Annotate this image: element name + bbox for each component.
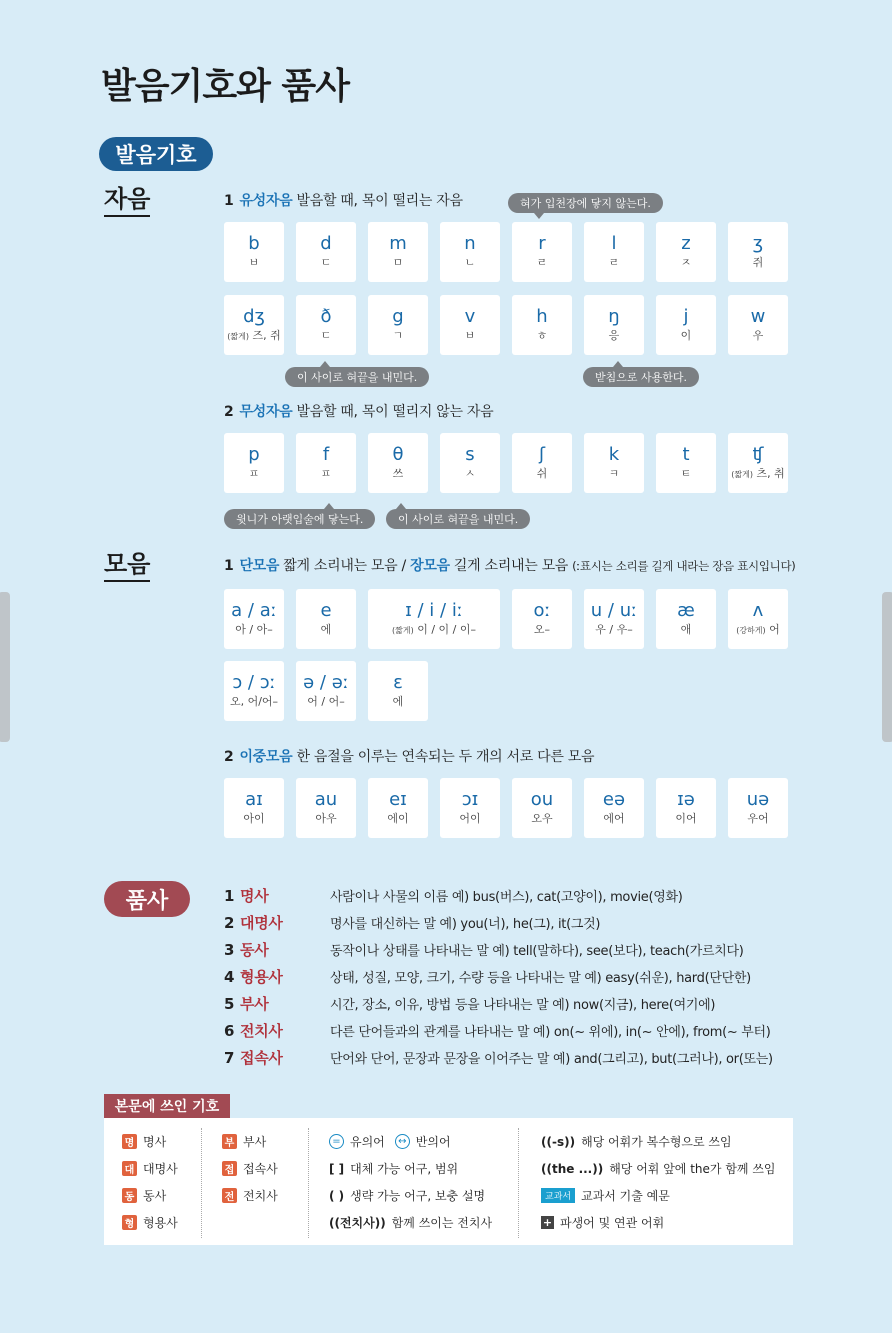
long-note: (ː표시는 소리를 길게 내라는 장음 표시입니다) (572, 559, 796, 573)
pronunciation-pill: 발음기호 (99, 137, 213, 171)
long-desc: 길게 소리내는 모음 (453, 558, 573, 574)
phonetic-symbol: r (538, 233, 546, 254)
sound-text: 어 (769, 622, 780, 636)
korean-sound: 에 (320, 623, 332, 636)
symbol-card (656, 295, 716, 355)
pos-desc: 다른 단어들과의 관계를 나타내는 말 예) on(~ 위에), in(~ 안에), from(~ 부터) (330, 1025, 771, 1040)
pos-badge-label: 명사 (143, 1135, 167, 1149)
legend-pos-item (222, 1128, 278, 1155)
pos-number: 3 (224, 940, 235, 959)
symbol-card (368, 778, 428, 838)
legend-pos-item (122, 1128, 178, 1155)
korean-sound: 우 (752, 329, 764, 342)
symbol-card (296, 295, 356, 355)
korean-sound: ㅋ (608, 467, 620, 480)
legend-col-symbols (308, 1128, 492, 1238)
phonetic-symbol: ə / əː (303, 672, 349, 693)
phonetic-symbol: ou (530, 789, 554, 810)
diph-row (224, 778, 788, 838)
legend-the (541, 1155, 776, 1182)
symbol-card (656, 778, 716, 838)
voiced-keyword: 유성자음 (239, 193, 293, 209)
korean-sound: 에이 (387, 812, 409, 825)
legend-plural (541, 1128, 776, 1155)
diph-desc: 한 음절을 이루는 연속되는 두 개의 서로 다른 모음 (296, 749, 595, 765)
pos-row (224, 990, 773, 1017)
voiceless-heading (224, 401, 493, 421)
phonetic-symbol: w (750, 306, 766, 327)
korean-sound: 오– (533, 623, 551, 636)
symbol-card (296, 222, 356, 282)
phonetic-symbol: t (682, 444, 690, 465)
sound-qualifier: (짧게) (731, 469, 753, 479)
phonetic-symbol: n (464, 233, 476, 254)
phonetic-symbol: b (248, 233, 260, 254)
sound-qualifier: (짧게) (227, 331, 249, 341)
korean-sound: ㅈ (680, 256, 692, 269)
pos-name: 대명사 (240, 914, 283, 932)
arrows-icon: ↔ (395, 1134, 410, 1149)
phonetic-symbol: d (320, 233, 332, 254)
page-title: 발음기호와 품사 (101, 66, 349, 107)
symbol-card (584, 589, 644, 649)
symbol-card (512, 295, 572, 355)
sound-text: 즈, 쥐 (252, 328, 281, 342)
symbol-card (584, 295, 644, 355)
phonetic-symbol: h (536, 306, 548, 327)
korean-sound: 애 (680, 623, 692, 636)
mono-row2 (224, 661, 428, 721)
tip-theta: 이 사이로 혀끝을 내민다. (386, 509, 530, 529)
pos-badge: 부 (222, 1134, 237, 1149)
legend-heading: 본문에 쓰인 기호 (104, 1094, 230, 1118)
symbol-card (440, 222, 500, 282)
pos-badge-label: 대명사 (143, 1162, 178, 1176)
phonetic-symbol: ð (320, 306, 332, 327)
phonetic-symbol: p (248, 444, 260, 465)
korean-sound: ㅂ (464, 329, 476, 342)
legend-bracket (329, 1155, 492, 1182)
phonetic-symbol: m (389, 233, 407, 254)
phonetic-symbol: ɪə (677, 789, 695, 810)
pos-number: 4 (224, 967, 235, 986)
diph-keyword: 이중모음 (239, 749, 293, 765)
korean-sound: ㄷ (320, 256, 332, 269)
the-desc: 해당 어휘 앞에 the가 함께 쓰임 (609, 1162, 776, 1176)
paren-symbol: ( ) (329, 1188, 345, 1203)
korean-sound: 이 (680, 329, 692, 342)
symbol-card (440, 778, 500, 838)
tip-f: 윗니가 아랫입술에 닿는다. (224, 509, 375, 529)
pos-badge: 대 (122, 1161, 137, 1176)
korean-sound: 오우 (531, 812, 553, 825)
legend-paren (329, 1182, 492, 1209)
korean-sound: ㄴ (464, 256, 476, 269)
phonetic-symbol: e (320, 600, 332, 621)
symbol-card (728, 589, 788, 649)
phonetic-symbol: ʧ (752, 443, 764, 465)
pos-desc: 사람이나 사물의 이름 예) bus(버스), cat(고양이), movie(영화) (330, 890, 683, 905)
legend-pos-item (222, 1182, 278, 1209)
symbol-card (224, 661, 284, 721)
pos-row (224, 882, 773, 909)
mono-desc: 짧게 소리내는 모음 / (283, 558, 411, 574)
phonetic-symbol: f (322, 444, 330, 465)
tip-th: 이 사이로 혀끝을 내민다. (285, 367, 429, 387)
korean-sound: ㄱ (392, 329, 404, 342)
phonetic-symbol: ɔ / ɔː (232, 672, 276, 693)
sound-text: 츠, 취 (756, 466, 785, 480)
symbol-card (728, 222, 788, 282)
phonetic-symbol: ŋ (608, 306, 620, 327)
pos-desc: 시간, 장소, 이유, 방법 등을 나타내는 말 예) now(지금), here(여기에) (330, 998, 716, 1013)
phonetic-symbol: v (464, 306, 476, 327)
voiced-heading (224, 190, 463, 210)
symbol-card (440, 295, 500, 355)
legend-syn-ant (329, 1128, 492, 1155)
symbol-card (440, 433, 500, 493)
phonetic-symbol: ɔɪ (461, 789, 479, 810)
pos-desc: 단어와 단어, 문장과 문장을 이어주는 말 예) and(그리고), but(그러나), or(또는) (330, 1052, 773, 1067)
korean-sound: ㅅ (464, 467, 476, 480)
legend-pos-item (122, 1182, 178, 1209)
phonetic-symbol: ʒ (752, 233, 764, 254)
pos-row (224, 936, 773, 963)
plus-icon: + (542, 1216, 553, 1229)
phonetic-symbol: ʃ (538, 444, 546, 465)
long-keyword: 장모음 (410, 558, 450, 574)
pos-number: 2 (224, 913, 235, 932)
legend-pos-item (122, 1155, 178, 1182)
pos-badge-label: 동사 (143, 1189, 167, 1203)
pos-desc: 명사를 대신하는 말 예) you(너), he(그), it(그것) (330, 917, 601, 932)
voiceless-keyword: 무성자음 (239, 404, 293, 420)
pos-name: 전치사 (240, 1022, 283, 1040)
symbol-card (728, 778, 788, 838)
korean-sound: 아이 (243, 812, 265, 825)
pos-number: 1 (224, 886, 235, 905)
symbol-card (656, 589, 716, 649)
legend-col-pos1 (122, 1128, 178, 1236)
korean-sound: ㄹ (536, 256, 548, 269)
phonetic-symbol: θ (392, 444, 404, 465)
legend-textbook (541, 1182, 776, 1209)
korean-sound: 아 / 아– (235, 623, 273, 636)
legend-deriv (541, 1209, 776, 1236)
symbol-card (512, 778, 572, 838)
phonetic-symbol: z (681, 233, 691, 254)
symbol-card (656, 433, 716, 493)
korean-sound: ㄷ (320, 329, 332, 342)
phonetic-symbol: u / uː (590, 600, 638, 621)
pos-name: 부사 (240, 995, 269, 1013)
korean-sound: 어이 (459, 812, 481, 825)
sound-qualifier: (강하게) (736, 625, 766, 635)
vowel-label: 모음 (104, 550, 150, 582)
voiced-row2 (224, 295, 788, 355)
symbol-card (368, 589, 500, 649)
voiceless-num: 2 (224, 404, 234, 420)
phonetic-symbol: k (608, 444, 620, 465)
symbol-card (368, 661, 428, 721)
phonetic-symbol: uə (746, 789, 770, 810)
korean-sound: ㅍ (320, 467, 332, 480)
the-symbol: ((the ...)) (541, 1161, 604, 1176)
symbol-card (224, 778, 284, 838)
tip-r: 혀가 입천장에 닿지 않는다. (508, 193, 663, 213)
sound-qualifier: (짧게) (392, 625, 414, 635)
korean-sound (731, 466, 784, 483)
mono-row1 (224, 589, 788, 649)
diph-heading (224, 746, 594, 766)
sound-text: 이 / 이 / 이– (417, 622, 476, 636)
mono-num: 1 (224, 558, 234, 574)
mono-keyword: 단모음 (239, 558, 280, 574)
phonetic-symbol: æ (677, 600, 695, 621)
legend-prep (329, 1209, 492, 1236)
mono-heading (224, 555, 795, 575)
korean-sound: 응 (608, 329, 620, 342)
pos-row (224, 909, 773, 936)
korean-sound: ㅍ (248, 467, 260, 480)
korean-sound: 우 / 우– (595, 623, 633, 636)
symbol-card (224, 295, 284, 355)
plural-desc: 해당 어휘가 복수형으로 쓰임 (581, 1135, 732, 1149)
symbol-card (584, 222, 644, 282)
diph-num: 2 (224, 749, 234, 765)
voiced-row1 (224, 222, 788, 282)
legend-pos-item (222, 1155, 278, 1182)
pos-list (224, 882, 773, 1071)
phonetic-symbol: eɪ (389, 789, 407, 810)
legend-pos-item (122, 1209, 178, 1236)
symbol-card (728, 295, 788, 355)
korean-sound: 에 (392, 695, 404, 708)
symbol-card (368, 222, 428, 282)
phonetic-symbol: eə (602, 789, 626, 810)
phonetic-symbol: g (392, 306, 404, 327)
symbol-card (368, 433, 428, 493)
pos-desc: 상태, 성질, 모양, 크기, 수량 등을 나타내는 말 예) easy(쉬운), hard(단단한) (330, 971, 751, 986)
prep-symbol: ((전치사)) (329, 1216, 386, 1230)
korean-sound: 아우 (315, 812, 337, 825)
deriv-desc: 파생어 및 연관 어휘 (560, 1216, 665, 1230)
pos-number: 5 (224, 994, 235, 1013)
korean-sound: 쓰 (392, 467, 404, 480)
bracket-symbol: [ ] (329, 1161, 345, 1176)
symbol-card (296, 778, 356, 838)
voiced-num: 1 (224, 193, 234, 209)
bracket-desc: 대체 가능 어구, 범위 (350, 1162, 459, 1176)
pos-number: 7 (224, 1048, 235, 1067)
symbol-card (584, 433, 644, 493)
korean-sound: 쉬 (536, 467, 548, 480)
prep-desc: 함께 쓰이는 전치사 (391, 1216, 493, 1230)
korean-sound: 이어 (675, 812, 697, 825)
symbol-card (512, 222, 572, 282)
korean-sound: ㅎ (536, 329, 548, 342)
korean-sound: ㅌ (680, 467, 692, 480)
phonetic-symbol: dʒ (243, 305, 265, 327)
pos-row (224, 963, 773, 990)
symbol-card (224, 589, 284, 649)
korean-sound: 어 / 어– (307, 695, 345, 708)
pos-badge: 접 (222, 1161, 237, 1176)
phonetic-symbol: ʌ (752, 599, 764, 621)
symbol-card (224, 222, 284, 282)
pos-badge-label: 부사 (243, 1135, 267, 1149)
left-edge-tab (0, 592, 10, 742)
symbol-card (296, 433, 356, 493)
legend-syn: 유의어 (350, 1135, 385, 1149)
korean-sound (392, 622, 476, 639)
phonetic-symbol: l (611, 233, 617, 254)
pos-badge-label: 전치사 (243, 1189, 278, 1203)
legend-col-notes (518, 1128, 776, 1238)
phonetic-symbol: ɪ / i / iː (405, 599, 463, 621)
pos-badge: 형 (122, 1215, 137, 1230)
plural-symbol: ((-s)) (541, 1134, 576, 1149)
korean-sound: 쥐 (752, 256, 764, 269)
korean-sound: ㅁ (392, 256, 404, 269)
textbook-desc: 교과서 기출 예문 (581, 1189, 670, 1203)
symbol-card (296, 661, 356, 721)
legend-ant: 반의어 (415, 1135, 451, 1149)
textbook-tag: 교과서 (541, 1188, 575, 1203)
voiceless-desc: 발음할 때, 목이 떨리지 않는 자음 (296, 404, 494, 420)
phonetic-symbol: oː (533, 600, 551, 621)
korean-sound: ㅂ (248, 256, 260, 269)
phonetic-symbol: s (465, 444, 475, 465)
symbol-card (296, 589, 356, 649)
legend-col-pos2 (201, 1128, 278, 1238)
phonetic-symbol: j (683, 306, 689, 327)
symbol-card (728, 433, 788, 493)
phonetic-symbol: au (314, 789, 338, 810)
pos-name: 접속사 (240, 1049, 283, 1067)
tip-ng: 받침으로 사용한다. (583, 367, 699, 387)
consonant-label: 자음 (104, 185, 150, 217)
paren-desc: 생략 가능 어구, 보충 설명 (350, 1189, 486, 1203)
pos-name: 동사 (240, 941, 269, 959)
korean-sound: 오, 어/어– (229, 695, 279, 708)
phonetic-symbol: ɛ (393, 672, 403, 693)
pos-name: 형용사 (240, 968, 283, 986)
phonetic-symbol: aɪ (245, 789, 263, 810)
pos-pill: 품사 (104, 881, 190, 917)
legend-box (104, 1118, 793, 1245)
pos-desc: 동작이나 상태를 나타내는 말 예) tell(말하다), see(보다), teach(가르치다) (330, 944, 744, 959)
pos-number: 6 (224, 1021, 235, 1040)
pos-badge-label: 접속사 (243, 1162, 278, 1176)
pos-badge: 동 (122, 1188, 137, 1203)
voiced-desc: 발음할 때, 목이 떨리는 자음 (296, 193, 463, 209)
symbol-card (224, 433, 284, 493)
symbol-card (368, 295, 428, 355)
pos-name: 명사 (240, 887, 269, 905)
voiceless-row (224, 433, 788, 493)
pos-row (224, 1044, 773, 1071)
symbol-card (656, 222, 716, 282)
korean-sound: 에어 (603, 812, 625, 825)
korean-sound (227, 328, 280, 345)
korean-sound: ㄹ (608, 256, 620, 269)
korean-sound: 우어 (747, 812, 769, 825)
pos-row (224, 1017, 773, 1044)
pos-badge: 전 (222, 1188, 237, 1203)
pos-badge-label: 형용사 (143, 1216, 178, 1230)
symbol-card (512, 589, 572, 649)
symbol-card (584, 778, 644, 838)
symbol-card (512, 433, 572, 493)
right-edge-tab (882, 592, 892, 742)
phonetic-symbol: a / aː (231, 600, 277, 621)
equals-icon: = (329, 1134, 344, 1149)
korean-sound (736, 622, 780, 639)
pos-badge: 명 (122, 1134, 137, 1149)
